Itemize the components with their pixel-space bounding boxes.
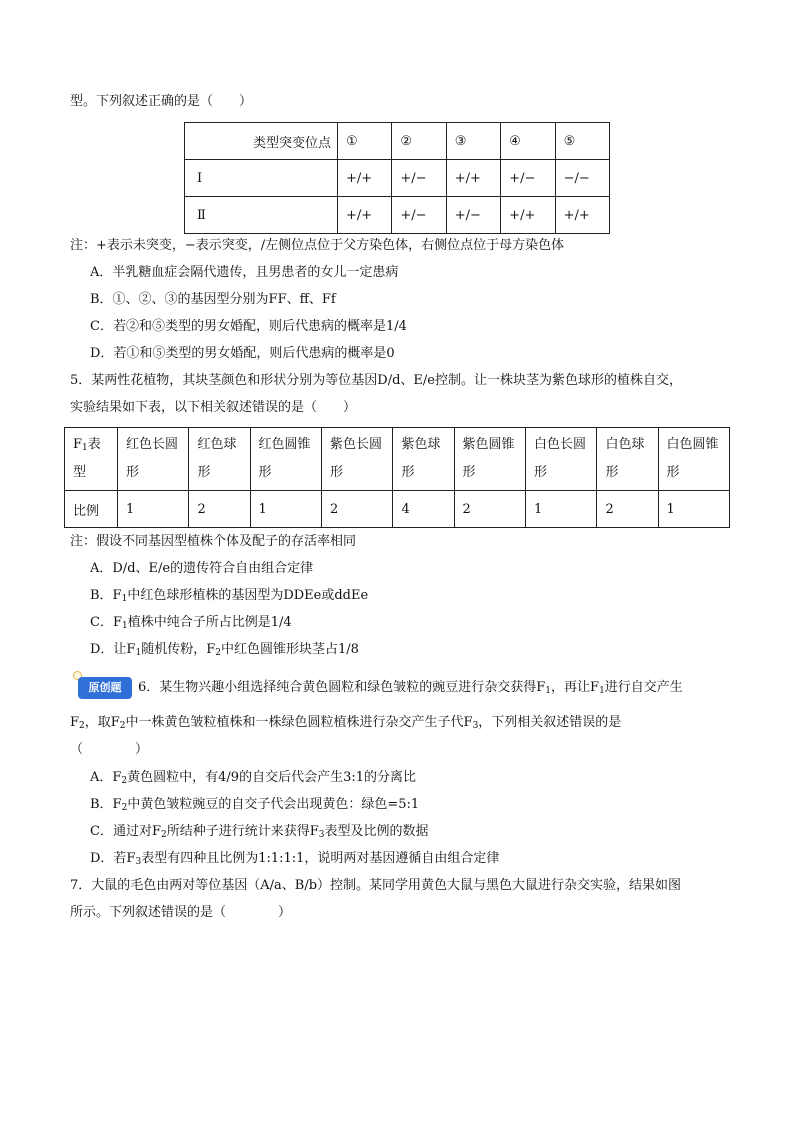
table-cell: 2 (597, 491, 658, 528)
table-header-cell: 紫色圆锥形 (454, 428, 525, 491)
table-cell: +/− (392, 197, 446, 234)
table-header-cell: 红色长圆形 (118, 428, 189, 491)
table-cell: 4 (393, 491, 454, 528)
table-row (65, 491, 730, 528)
q6-stem-line2: $F_2$，取$F_2$中一株黄色皱粒植株和一株绿色圆粒植株进行杂交产生子代$F_3$，下列相关叙述错误的是 (70, 715, 622, 731)
q6-stem-line3: （ ） (70, 742, 149, 757)
table-cell: 1 (250, 491, 321, 528)
table-header-cell: ③ (446, 123, 500, 160)
table-cell: Ⅰ (185, 160, 338, 197)
table-cell: Ⅱ (185, 197, 338, 234)
table-cell: +/+ (338, 197, 392, 234)
q6-option-a: A．$F_2$黄色圆粒中，有4/9的自交后代会产生3:1的分离比 (90, 770, 417, 786)
table-header-cell: ⑤ (555, 123, 609, 160)
table-header-cell: ① (338, 123, 392, 160)
table-row (185, 160, 610, 197)
table-cell: 2 (322, 491, 393, 528)
q6-option-d: D．若$F_3$表型有四种且比例为1:1:1:1，说明两对基因遵循自由组合定律 (90, 851, 500, 867)
q5-option-d: D．让$F_1$随机传粉，$F_2$中红色圆锥形块茎占1/8 (90, 642, 359, 658)
table-cell: −/− (555, 160, 609, 197)
table-cell: 1 (658, 491, 729, 528)
q4-note: 注：+表示未突变，−表示突变，/左侧位点位于父方染色体，右侧位点位于母方染色体 (70, 238, 565, 253)
table-cell: +/+ (446, 160, 500, 197)
q4-mutation-table (184, 122, 610, 234)
q7-stem-line1: 7．大鼠的毛色由两对等位基因（A/a、B/b）控制。某同学用黄色大鼠与黑色大鼠进行杂交实验，结果如图 (70, 878, 682, 893)
table-cell: +/− (501, 160, 555, 197)
table-cell: +/− (392, 160, 446, 197)
table-cell: 1 (118, 491, 189, 528)
q4-option-d: D．若①和⑤类型的男女婚配，则后代患病的概率是0 (90, 346, 395, 361)
q4-intro-tail: 型。下列叙述正确的是（ ） (70, 94, 253, 109)
table-header-cell: 白色球形 (597, 428, 658, 491)
q5-option-c: C．$F_1$植株中纯合子所占比例是1/4 (90, 615, 292, 631)
table-row (185, 197, 610, 234)
q6-stem-line1: 6．某生物兴趣小组选择纯合黄色圆粒和绿色皱粒的豌豆进行杂交获得$F_1$，再让$F_1$进行自交产生 (138, 680, 683, 696)
table-cell: 比例 (65, 491, 118, 528)
q4-option-a: A．半乳糖血症会隔代遗传，且男患者的女儿一定患病 (90, 265, 399, 280)
table-header-cell: ④ (501, 123, 555, 160)
table-header-cell: ② (392, 123, 446, 160)
table-header-cell: 类型突变位点 (185, 123, 338, 160)
table-header-cell: 红色圆锥形 (250, 428, 321, 491)
q5-option-a: A．D/d、E/e的遗传符合自由组合定律 (90, 561, 314, 576)
table-header-cell: 紫色长圆形 (322, 428, 393, 491)
q6-option-b: B．$F_2$中黄色皱粒豌豆的自交子代会出现黄色：绿色=5:1 (90, 797, 420, 813)
q5-note: 注：假设不同基因型植株个体及配子的存活率相同 (70, 534, 357, 549)
table-header-cell: $F_1$表型 (65, 428, 118, 491)
table-cell: 1 (526, 491, 597, 528)
q6-option-c: C．通过对$F_2$所结种子进行统计来获得$F_3$表型及比例的数据 (90, 824, 429, 840)
table-cell: +/+ (555, 197, 609, 234)
q7-stem-line2: 所示。下列叙述错误的是（ ） (70, 905, 292, 920)
table-header-cell: 白色长圆形 (526, 428, 597, 491)
original-question-badge: 原创题 (78, 677, 132, 699)
table-cell: +/− (446, 197, 500, 234)
table-header-cell: 白色圆锥形 (658, 428, 729, 491)
table-cell: 2 (454, 491, 525, 528)
table-cell: +/+ (338, 160, 392, 197)
table-header-cell: 紫色球形 (393, 428, 454, 491)
q4-option-c: C．若②和⑤类型的男女婚配，则后代患病的概率是1/4 (90, 319, 407, 334)
table-header-row (65, 428, 730, 491)
q5-stem-line1: 5．某两性花植物，其块茎颜色和形状分别为等位基因D/d、E/e控制。让一株块茎为紫色球形的植株自交， (70, 373, 682, 388)
q4-option-b: B．①、②、③的基因型分别为FF、ff、Ff (90, 292, 336, 307)
table-header-cell: 红色球形 (189, 428, 250, 491)
q5-option-b: B．$F_1$中红色球形植株的基因型为DDEe或ddEe (90, 588, 369, 604)
q5-phenotype-table (64, 427, 730, 528)
table-cell: 2 (189, 491, 250, 528)
table-cell: +/+ (501, 197, 555, 234)
table-header-row (185, 123, 610, 160)
q5-stem-line2: 实验结果如下表，以下相关叙述错误的是（ ） (70, 400, 357, 415)
